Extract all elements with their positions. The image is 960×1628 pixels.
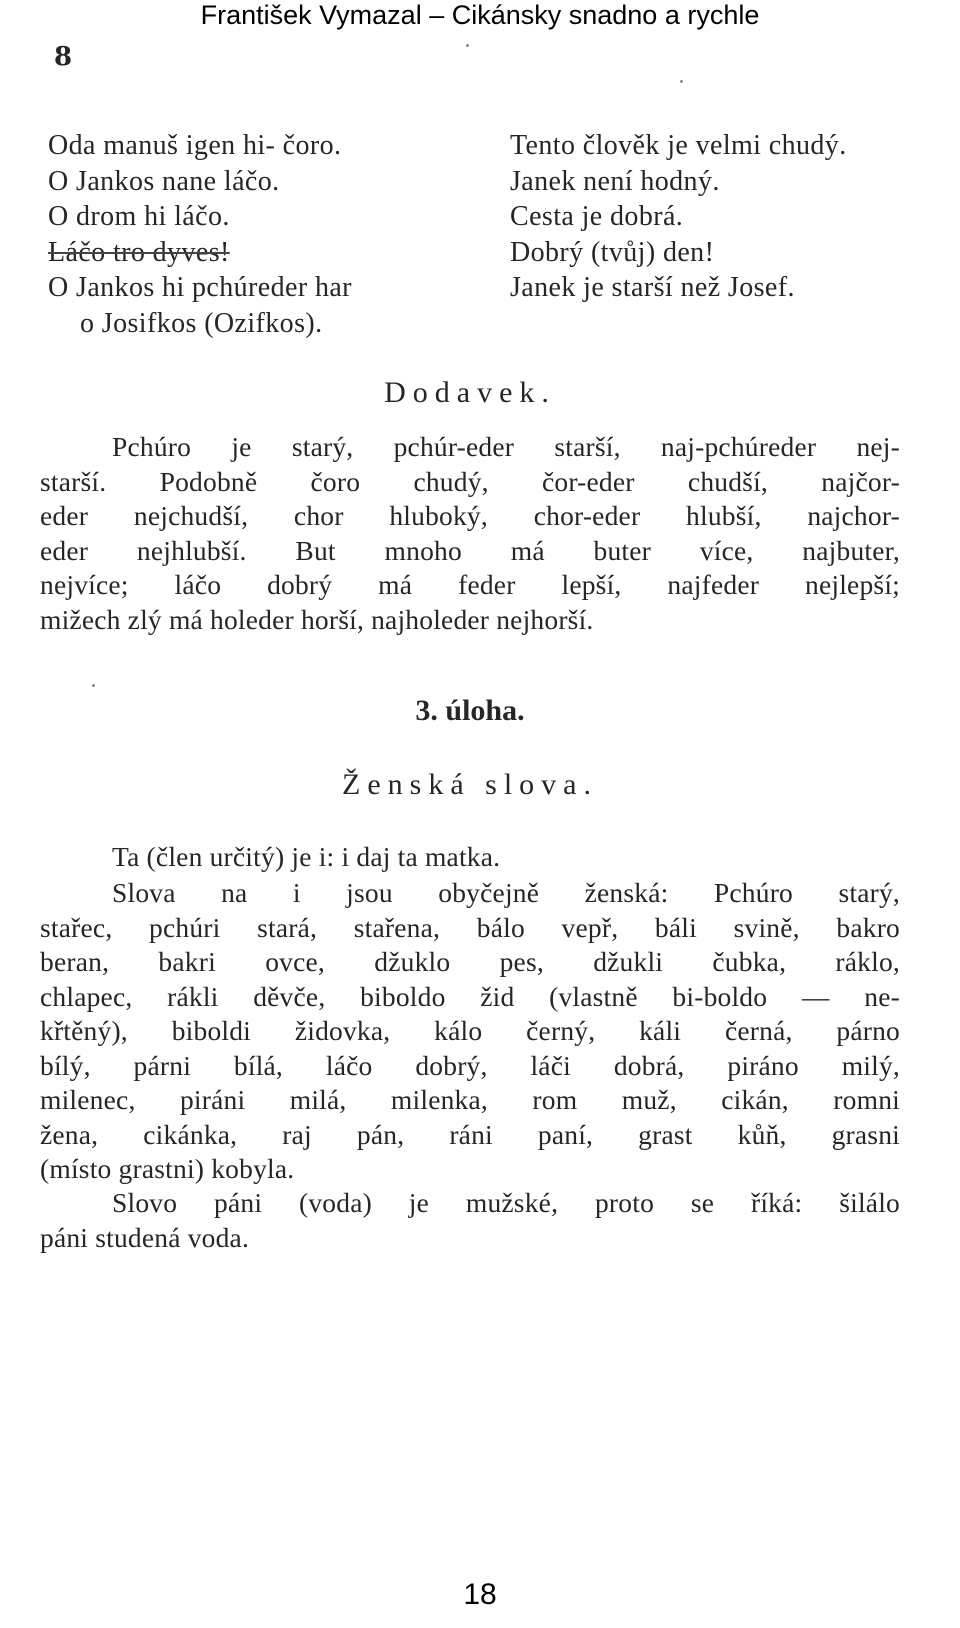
romani-line: Oda manuš igen hi- čoro.: [48, 130, 342, 161]
czech-line: Tento člověk je velmi chudý.: [510, 130, 847, 161]
section-heading-dodavek: Dodavek.: [384, 376, 556, 409]
document-page-number: 18: [463, 1578, 497, 1611]
section-heading-zenska-slova: Ženská slova.: [342, 768, 598, 801]
lesson-number-heading: 3. úloha.: [415, 694, 525, 727]
romani-line: O drom hi láčo.: [48, 201, 230, 232]
paragraph-line: eder nejchudší, chor hluboký, chor-eder hlubší, najchor-: [40, 500, 900, 531]
czech-line: Dobrý (tvůj) den!: [510, 236, 715, 268]
paragraph-line: chlapec, rákli děvče, biboldo žid (vlastně bi-boldo — ne-: [40, 980, 900, 1012]
romani-line: O Jankos nane láčo.: [48, 165, 280, 197]
paragraph-line: starší. Podobně čoro chudý, čor-eder chudší, najčor-: [40, 465, 900, 497]
paragraph-line: beran, bakri ovce, džuklo pes, džukli čubka, ráklo,: [40, 946, 900, 977]
paragraph-line: milenec, piráni milá, milenka, rom muž, cikán, romni: [40, 1084, 900, 1115]
czech-line: Janek je starší než Josef.: [510, 272, 795, 303]
czech-line: Janek není hodný.: [510, 165, 720, 197]
paragraph-line: křtěný), biboldi židovka, kálo černý, káli černá, párno: [40, 1015, 900, 1046]
paragraph-line: žena, cikánka, raj pán, ráni paní, grast kůň, grasni: [40, 1118, 900, 1150]
paragraph-line: bílý, párni bílá, láčo dobrý, láči dobrá, piráno milý,: [40, 1049, 900, 1081]
zenska-slova-paragraph: [40, 876, 900, 1187]
dodavek-paragraph: [40, 430, 900, 637]
romani-line: o Josifkos (Ozifkos).: [80, 307, 323, 339]
paragraph-line: (místo grastni) kobyla.: [40, 1153, 295, 1184]
paragraph-line: stařec, pchúri stará, stařena, bálo vepř, báli svině, bakro: [40, 911, 900, 943]
romani-line: Láčo tro dyves!: [48, 236, 230, 268]
romani-column: [48, 128, 478, 341]
scan-speck: [92, 684, 95, 687]
scan-speck: [466, 44, 469, 47]
paragraph-line: Slova na i jsou obyčejně ženská: Pchúro starý,: [112, 877, 900, 908]
paragraph-line: eder nejhlubší. But mnoho má buter více, najbuter,: [40, 534, 900, 566]
zenska-slova-closing: [40, 1186, 900, 1255]
scanned-book-page: [30, 36, 930, 1296]
paragraph-line: mižech zlý má holeder horší, najholeder nejhorší.: [40, 603, 594, 635]
paragraph-line: Ta (člen určitý) je i: i daj ta matka.: [112, 841, 501, 872]
czech-line: Cesta je dobrá.: [510, 201, 684, 232]
paragraph-line: Slovo páni (voda) je mužské, proto se říká: šilálo: [112, 1187, 900, 1218]
romani-line: O Jankos hi pchúreder har: [48, 272, 352, 303]
scan-speck: [680, 80, 683, 83]
document-header: František Vymazal – Cikánsky snadno a rychle: [200, 0, 760, 30]
paragraph-line: páni studená voda.: [40, 1221, 250, 1253]
paragraph-line: Pchúro je starý, pchúr-eder starší, naj-pchúreder nej-: [112, 431, 900, 462]
scan-page-number: 8: [54, 42, 73, 72]
zenska-slova-intro: [40, 840, 900, 875]
paragraph-line: nejvíce; láčo dobrý má feder lepší, najfeder nejlepší;: [40, 569, 900, 600]
czech-column: [510, 128, 930, 306]
